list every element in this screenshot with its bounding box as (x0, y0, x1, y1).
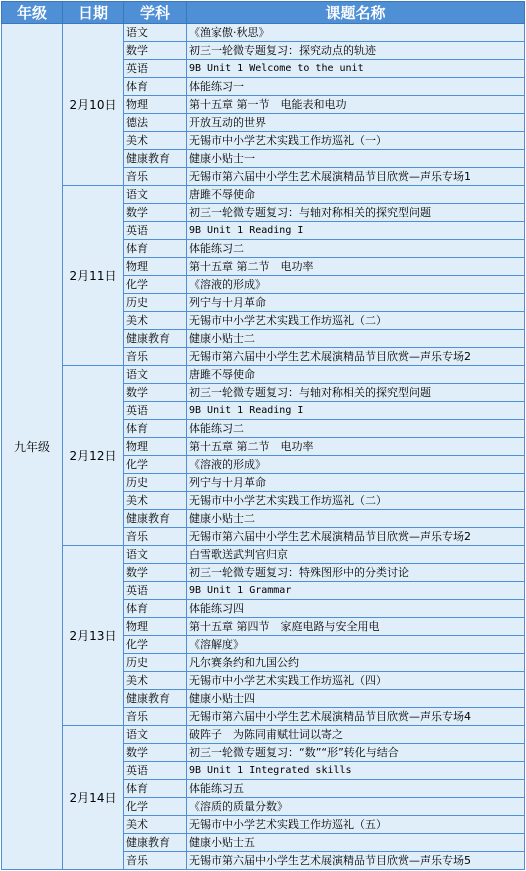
subject-cell: 体育 (124, 600, 187, 618)
subject-cell: 物理 (124, 258, 187, 276)
title-cell: 白雪歌送武判官归京 (187, 546, 525, 564)
subject-cell: 健康教育 (124, 834, 187, 852)
subject-cell: 化学 (124, 636, 187, 654)
date-cell: 2月11日 (63, 186, 124, 366)
title-cell: 《渔家傲·秋思》 (187, 24, 525, 42)
title-cell: 破阵子 为陈同甫赋壮词以寄之 (187, 726, 525, 744)
subject-cell: 美术 (124, 816, 187, 834)
title-cell: 唐雎不辱使命 (187, 186, 525, 204)
subject-cell: 美术 (124, 492, 187, 510)
title-cell: 无锡市第六届中小学生艺术展演精品节目欣赏—声乐专场4 (187, 708, 525, 726)
date-cell: 2月10日 (63, 24, 124, 186)
subject-cell: 物理 (124, 618, 187, 636)
title-cell: 无锡市中小学艺术实践工作坊巡礼（一） (187, 132, 525, 150)
date-cell: 2月14日 (63, 726, 124, 870)
title-cell: 唐雎不辱使命 (187, 366, 525, 384)
title-cell: 初三一轮微专题复习：与轴对称相关的探究型问题 (187, 204, 525, 222)
title-cell: 体能练习四 (187, 600, 525, 618)
title-cell: 初三一轮微专题复习：探究动点的轨迹 (187, 42, 525, 60)
subject-cell: 音乐 (124, 168, 187, 186)
header-subject: 学科 (124, 2, 187, 24)
table-row (2, 24, 525, 42)
title-cell: 健康小贴士一 (187, 150, 525, 168)
title-cell: 9B Unit 1 Reading I (187, 402, 525, 420)
title-cell: 凡尔赛条约和九国公约 (187, 654, 525, 672)
subject-cell: 语文 (124, 186, 187, 204)
subject-cell: 英语 (124, 762, 187, 780)
subject-cell: 体育 (124, 78, 187, 96)
title-cell: 健康小贴士四 (187, 690, 525, 708)
title-cell: 无锡市中小学艺术实践工作坊巡礼（四） (187, 672, 525, 690)
title-cell: 第十五章 第一节 电能表和电功 (187, 96, 525, 114)
subject-cell: 健康教育 (124, 510, 187, 528)
title-cell: 无锡市第六届中小学生艺术展演精品节目欣赏—声乐专场1 (187, 168, 525, 186)
subject-cell: 体育 (124, 420, 187, 438)
subject-cell: 化学 (124, 276, 187, 294)
header-date: 日期 (63, 2, 124, 24)
table-row (2, 726, 525, 744)
date-cell: 2月13日 (63, 546, 124, 726)
header-row (2, 2, 525, 24)
subject-cell: 语文 (124, 366, 187, 384)
title-cell: 9B Unit 1 Welcome to the unit (187, 60, 525, 78)
title-cell: 健康小贴士五 (187, 834, 525, 852)
title-cell: 无锡市第六届中小学生艺术展演精品节目欣赏—声乐专场2 (187, 528, 525, 546)
title-cell: 列宁与十月革命 (187, 474, 525, 492)
subject-cell: 健康教育 (124, 690, 187, 708)
schedule-table (1, 1, 525, 870)
title-cell: 《溶液的形成》 (187, 456, 525, 474)
subject-cell: 化学 (124, 456, 187, 474)
subject-cell: 美术 (124, 312, 187, 330)
date-cell: 2月12日 (63, 366, 124, 546)
subject-cell: 数学 (124, 744, 187, 762)
subject-cell: 英语 (124, 222, 187, 240)
title-cell: 无锡市中小学艺术实践工作坊巡礼（二） (187, 492, 525, 510)
title-cell: 体能练习二 (187, 240, 525, 258)
subject-cell: 物理 (124, 96, 187, 114)
subject-cell: 英语 (124, 582, 187, 600)
subject-cell: 健康教育 (124, 330, 187, 348)
header-grade: 年级 (2, 2, 63, 24)
table-row (2, 186, 525, 204)
title-cell: 初三一轮微专题复习：与轴对称相关的探究型问题 (187, 384, 525, 402)
subject-cell: 数学 (124, 564, 187, 582)
grade-cell: 九年级 (2, 24, 63, 870)
subject-cell: 物理 (124, 438, 187, 456)
title-cell: 9B Unit 1 Grammar (187, 582, 525, 600)
table-row (2, 546, 525, 564)
header-title: 课题名称 (187, 2, 525, 24)
subject-cell: 语文 (124, 726, 187, 744)
subject-cell: 历史 (124, 654, 187, 672)
title-cell: 9B Unit 1 Integrated skills (187, 762, 525, 780)
title-cell: 健康小贴士二 (187, 330, 525, 348)
title-cell: 初三一轮微专题复习：“数”“形”转化与结合 (187, 744, 525, 762)
table-row (2, 366, 525, 384)
subject-cell: 英语 (124, 60, 187, 78)
subject-cell: 音乐 (124, 708, 187, 726)
title-cell: 无锡市中小学艺术实践工作坊巡礼（五） (187, 816, 525, 834)
title-cell: 《溶解度》 (187, 636, 525, 654)
title-cell: 第十五章 第二节 电功率 (187, 438, 525, 456)
title-cell: 体能练习五 (187, 780, 525, 798)
title-cell: 《溶液的形成》 (187, 276, 525, 294)
subject-cell: 历史 (124, 474, 187, 492)
title-cell: 《溶质的质量分数》 (187, 798, 525, 816)
subject-cell: 语文 (124, 24, 187, 42)
subject-cell: 德法 (124, 114, 187, 132)
subject-cell: 语文 (124, 546, 187, 564)
subject-cell: 音乐 (124, 348, 187, 366)
subject-cell: 数学 (124, 384, 187, 402)
schedule-body (2, 24, 525, 870)
subject-cell: 体育 (124, 240, 187, 258)
subject-cell: 音乐 (124, 528, 187, 546)
subject-cell: 历史 (124, 294, 187, 312)
title-cell: 无锡市第六届中小学生艺术展演精品节目欣赏—声乐专场5 (187, 852, 525, 870)
title-cell: 开放互动的世界 (187, 114, 525, 132)
subject-cell: 体育 (124, 780, 187, 798)
title-cell: 第十五章 第四节 家庭电路与安全用电 (187, 618, 525, 636)
title-cell: 体能练习一 (187, 78, 525, 96)
title-cell: 体能练习二 (187, 420, 525, 438)
title-cell: 无锡市中小学艺术实践工作坊巡礼（二） (187, 312, 525, 330)
title-cell: 第十五章 第二节 电功率 (187, 258, 525, 276)
subject-cell: 美术 (124, 672, 187, 690)
title-cell: 健康小贴士二 (187, 510, 525, 528)
title-cell: 9B Unit 1 Reading I (187, 222, 525, 240)
subject-cell: 数学 (124, 204, 187, 222)
title-cell: 无锡市第六届中小学生艺术展演精品节目欣赏—声乐专场2 (187, 348, 525, 366)
subject-cell: 英语 (124, 402, 187, 420)
title-cell: 初三一轮微专题复习：特殊图形中的分类讨论 (187, 564, 525, 582)
subject-cell: 音乐 (124, 852, 187, 870)
subject-cell: 美术 (124, 132, 187, 150)
title-cell: 列宁与十月革命 (187, 294, 525, 312)
subject-cell: 化学 (124, 798, 187, 816)
subject-cell: 数学 (124, 42, 187, 60)
subject-cell: 健康教育 (124, 150, 187, 168)
